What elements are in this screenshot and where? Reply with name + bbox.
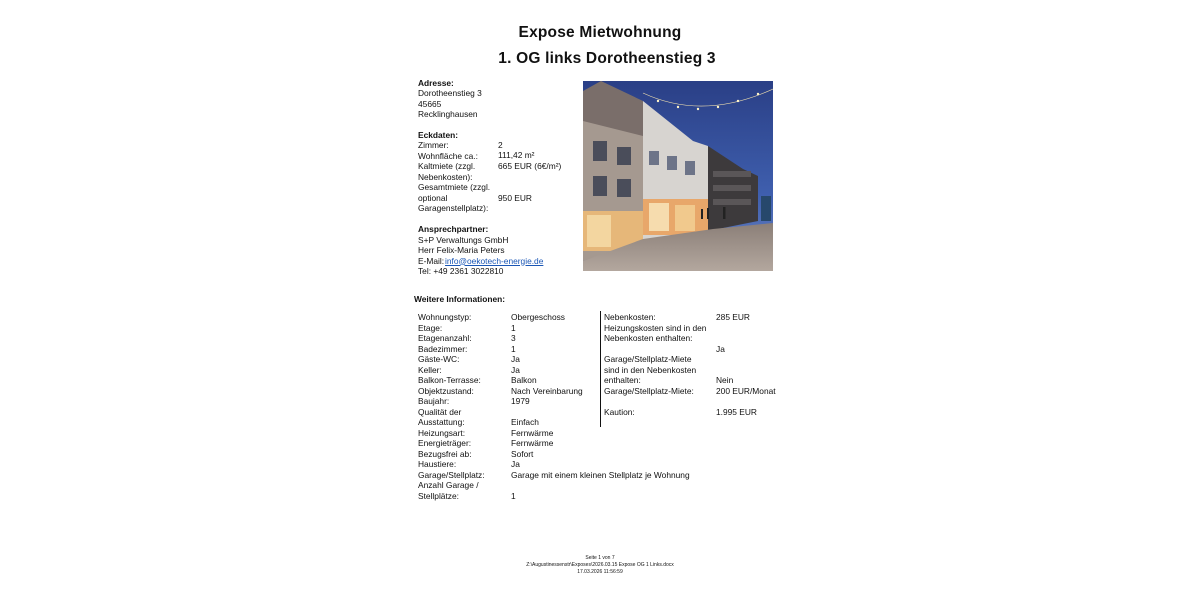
info-label-balkon: Balkon-Terrasse: — [418, 375, 481, 385]
info-label-heizkosten: Heizungskosten sind in den — [604, 322, 707, 333]
info-value-anzahl-garage: 1 — [511, 490, 516, 501]
eckdaten-label-totalrent-3: Garagenstellplatz): — [418, 203, 489, 213]
info-value-keller: Ja — [511, 364, 520, 375]
info-value-kaution: 1.995 EUR — [716, 406, 757, 417]
eckdaten-label-area: Wohnfläche ca.: — [418, 151, 478, 161]
contact-person: Herr Felix-Maria Peters — [418, 245, 505, 255]
info-label-baujahr: Baujahr: — [418, 396, 450, 406]
info-label-heizungsart: Heizungsart: — [418, 427, 466, 438]
address-city: Recklinghausen — [418, 109, 478, 119]
info-label-wohnungstyp: Wohnungstyp: — [418, 312, 472, 322]
contact-heading: Ansprechpartner: — [418, 224, 489, 234]
contact-email-link[interactable]: info@oekotech-energie.de — [445, 255, 544, 266]
info-label-anzahl-garage-2: Stellplätze: — [418, 490, 459, 501]
info-label-qualitaet: Qualität der — [418, 406, 462, 417]
document-subtitle: 1. OG links Dorotheenstieg 3 — [498, 50, 716, 67]
info-value-etage: 1 — [511, 322, 516, 333]
info-label-garage-in-nk-3: enthalten: — [604, 375, 641, 385]
info-label-gaeste-wc: Gäste-WC: — [418, 354, 460, 364]
info-value-garage-miete: 200 EUR/Monat — [716, 385, 776, 396]
info-label-keller: Keller: — [418, 364, 442, 375]
info-value-heizungsart: Fernwärme — [511, 427, 554, 438]
eckdaten-value-area: 111,42 m² — [498, 150, 535, 160]
contact-phone: Tel: +49 2361 3022810 — [418, 266, 504, 276]
eckdaten-label-totalrent: Gesamtmiete (zzgl. — [418, 182, 491, 192]
info-label-badezimmer: Badezimmer: — [418, 343, 468, 354]
eckdaten-label-totalrent-2: optional — [418, 192, 448, 203]
info-value-badezimmer: 1 — [511, 343, 516, 354]
eckdaten-value-coldrent: 665 EUR (6€/m²) — [498, 161, 562, 171]
contact-company: S+P Verwaltungs GmbH — [418, 234, 509, 245]
info-value-heizkosten: Ja — [716, 343, 725, 354]
info-value-baujahr: 1979 — [511, 396, 530, 406]
eckdaten-label-coldrent: Kaltmiete (zzgl. — [418, 161, 476, 171]
info-label-heizkosten-2: Nebenkosten enthalten: — [604, 333, 693, 343]
eckdaten-value-rooms: 2 — [498, 140, 503, 150]
column-divider — [600, 311, 601, 427]
info-label-bezugsfrei: Bezugsfrei ab: — [418, 448, 472, 459]
info-label-objektzustand: Objektzustand: — [418, 385, 474, 396]
document-title: Expose Mietwohnung — [518, 24, 682, 41]
info-label-etagenanzahl: Etagenanzahl: — [418, 333, 472, 343]
info-label-anzahl-garage: Anzahl Garage / — [418, 480, 479, 490]
contact-mail-label: E-Mail: — [418, 255, 445, 266]
eckdaten-heading: Eckdaten: — [418, 130, 459, 140]
info-value-balkon: Balkon — [511, 375, 537, 385]
info-label-kaution: Kaution: — [604, 406, 635, 417]
eckdaten-label-rooms: Zimmer: — [418, 140, 449, 150]
info-label-energietraeger: Energieträger: — [418, 438, 472, 448]
footer-path: Z:\Augustinessenstr\Exposes\2026.03.15 Expose OG 1 Links.docx — [526, 562, 674, 568]
info-value-qualitaet: Einfach — [511, 417, 539, 427]
eckdaten-value-totalrent: 950 EUR — [498, 192, 532, 203]
info-value-gaeste-wc: Ja — [511, 354, 520, 364]
property-photo — [583, 81, 773, 271]
info-value-etagenanzahl: 3 — [511, 333, 516, 343]
info-label-garage-in-nk-2: sind in den Nebenkosten — [604, 364, 697, 375]
info-value-wohnungstyp: Obergeschoss — [511, 312, 565, 322]
info-label-haustiere: Haustiere: — [418, 459, 457, 469]
address-street: Dorotheenstieg 3 — [418, 88, 482, 98]
info-value-haustiere: Ja — [511, 459, 520, 469]
info-label-etage: Etage: — [418, 322, 443, 333]
weitere-heading: Weitere Informationen: — [414, 294, 506, 304]
info-value-garage-in-nk: Nein — [716, 375, 734, 385]
info-value-objektzustand: Nach Vereinbarung — [511, 385, 583, 396]
address-zip: 45665 — [418, 98, 442, 109]
address-heading: Adresse: — [418, 78, 454, 88]
info-value-nebenkosten: 285 EUR — [716, 312, 750, 322]
info-label-nebenkosten: Nebenkosten: — [604, 312, 656, 322]
info-label-garage: Garage/Stellplatz: — [418, 469, 485, 480]
info-label-garage-in-nk: Garage/Stellplatz-Miete — [604, 354, 692, 364]
info-value-garage: Garage mit einem kleinen Stellplatz je Wohnung — [511, 469, 690, 480]
info-label-qualitaet-2: Ausstattung: — [418, 417, 465, 427]
footer-page: Seite 1 von 7 — [585, 555, 615, 561]
footer-date: 17.03.2026 11:56:59 — [577, 568, 623, 575]
info-value-energietraeger: Fernwärme — [511, 438, 554, 448]
info-value-bezugsfrei: Sofort — [511, 448, 534, 459]
eckdaten-label-coldrent-2: Nebenkosten): — [418, 171, 473, 182]
info-label-garage-miete: Garage/Stellplatz-Miete: — [604, 385, 694, 396]
